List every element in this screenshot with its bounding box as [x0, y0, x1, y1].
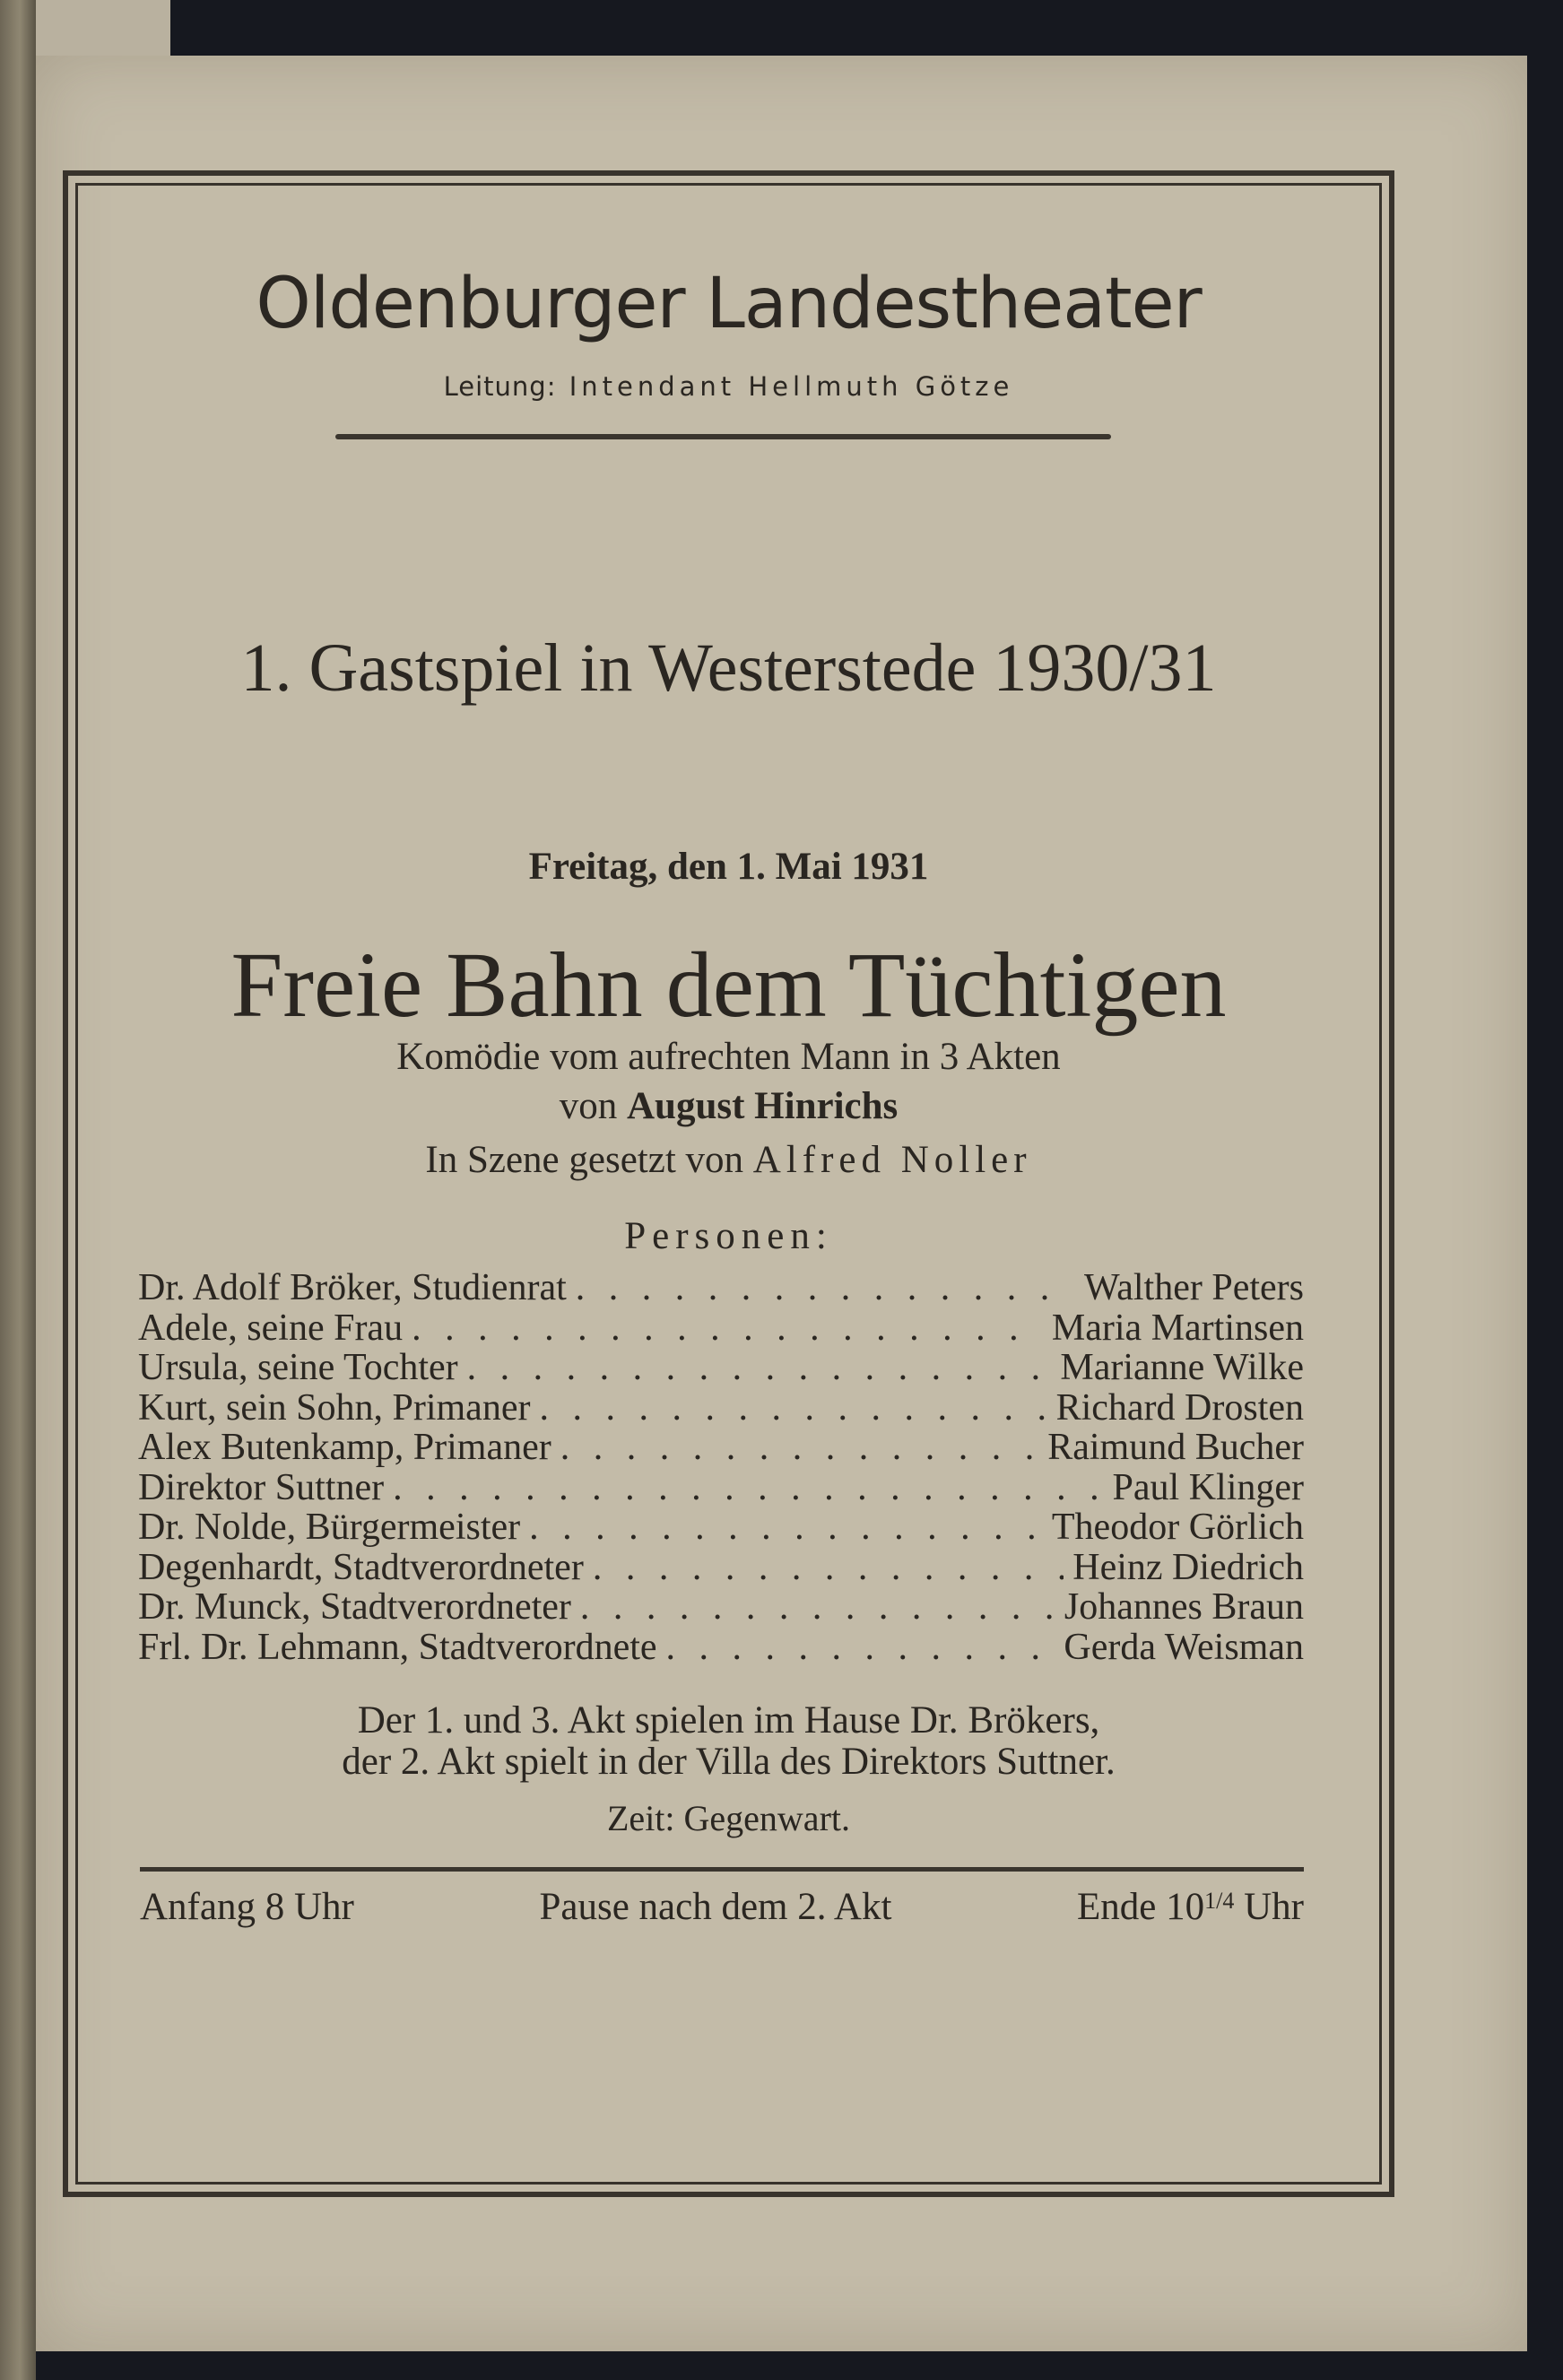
author-name: August Hinrichs	[626, 1085, 899, 1127]
cast-role: Adele, seine Frau	[138, 1307, 404, 1349]
author-line	[75, 1084, 1382, 1128]
cast-row	[138, 1468, 1304, 1508]
cast-actor: Raimund Bucher	[1047, 1427, 1304, 1468]
time-note: Zeit: Gegenwart.	[607, 1798, 850, 1838]
cast-row	[138, 1507, 1304, 1548]
play-title: Freie Bahn dem Tüchtigen	[230, 934, 1227, 1037]
cast-row	[138, 1268, 1304, 1308]
intermission-note: Pause nach dem 2. Akt	[539, 1886, 892, 1928]
cast-actor: Gerda Weisman	[1064, 1626, 1304, 1668]
book-edge	[0, 0, 36, 2380]
cast-role: Direktor Suttner	[138, 1466, 385, 1508]
leader-dots	[593, 1548, 1064, 1588]
leitung-name: Intendant Hellmuth Götze	[569, 371, 1014, 402]
footer-times	[140, 1885, 1304, 1929]
cast-actor: Walther Peters	[1083, 1267, 1304, 1308]
cast-role: Dr. Adolf Bröker, Studienrat	[138, 1267, 567, 1308]
leader-dots	[576, 1268, 1075, 1308]
cast-role: Alex Butenkamp, Primaner	[138, 1427, 551, 1468]
end-time	[1077, 1885, 1304, 1929]
cast-row	[138, 1548, 1304, 1588]
theater-name: Oldenburger Landestheater	[256, 264, 1202, 344]
cast-actor: Johannes Braun	[1064, 1586, 1304, 1628]
leader-dots	[539, 1388, 1046, 1429]
cast-list	[138, 1268, 1304, 1667]
cast-row	[138, 1308, 1304, 1349]
cast-row	[138, 1587, 1304, 1628]
leader-dots	[529, 1507, 1043, 1548]
cast-actor: Theodor Görlich	[1051, 1507, 1304, 1548]
end-time-fraction: 1/4	[1204, 1888, 1235, 1914]
cast-role: Dr. Munck, Stadtverordneter	[138, 1586, 571, 1628]
leitung-label: Leitung:	[443, 371, 557, 402]
director-name: Alfred Noller	[752, 1139, 1032, 1181]
performance-date: Freitag, den 1. Mai 1931	[528, 846, 929, 888]
leader-dots	[666, 1628, 1055, 1668]
leader-dots	[560, 1428, 1038, 1468]
cast-actor: Paul Klinger	[1112, 1466, 1304, 1508]
header-rule	[335, 434, 1111, 439]
cast-role: Dr. Nolde, Bürgermeister	[138, 1507, 521, 1548]
leader-dots	[580, 1587, 1055, 1628]
director-prefix: In Szene gesetzt von	[425, 1139, 744, 1181]
footer-rule	[140, 1867, 1304, 1872]
setting-note-line1: Der 1. und 3. Akt spielen im Hause Dr. Brökers,	[357, 1699, 1100, 1742]
cast-actor: Maria Martinsen	[1051, 1307, 1304, 1349]
personen-heading: Personen:	[624, 1215, 833, 1257]
cast-row	[138, 1428, 1304, 1468]
cast-role: Degenhardt, Stadtverordneter	[138, 1546, 584, 1588]
page-edge-stub	[36, 0, 170, 56]
cast-row	[138, 1348, 1304, 1388]
end-time-prefix: Ende 10	[1077, 1886, 1205, 1928]
setting-note-line2: der 2. Akt spielt in der Villa des Direktors Suttner.	[342, 1741, 1116, 1783]
cast-row	[138, 1628, 1304, 1668]
leader-dots	[412, 1308, 1043, 1349]
leader-dots	[393, 1468, 1103, 1508]
cast-role: Frl. Dr. Lehmann, Stadtverordnete	[138, 1626, 657, 1668]
cast-role: Ursula, seine Tochter	[138, 1347, 458, 1388]
author-von: von	[559, 1085, 618, 1127]
cast-role: Kurt, sein Sohn, Primaner	[138, 1386, 531, 1429]
cast-actor: Marianne Wilke	[1060, 1347, 1304, 1388]
cast-actor: Heinz Diedrich	[1072, 1546, 1304, 1588]
play-subtitle: Komödie vom aufrechten Mann in 3 Akten	[396, 1036, 1061, 1078]
cast-actor: Richard Drosten	[1055, 1386, 1304, 1429]
program-content	[75, 183, 1382, 2185]
cast-row	[138, 1388, 1304, 1429]
end-time-suffix: Uhr	[1234, 1886, 1304, 1928]
leitung-line	[75, 371, 1382, 402]
director-line	[75, 1138, 1382, 1182]
start-time: Anfang 8 Uhr	[140, 1886, 354, 1928]
leader-dots	[467, 1348, 1052, 1388]
gastspiel-heading: 1. Gastspiel in Westerstede 1930/31	[240, 630, 1217, 706]
